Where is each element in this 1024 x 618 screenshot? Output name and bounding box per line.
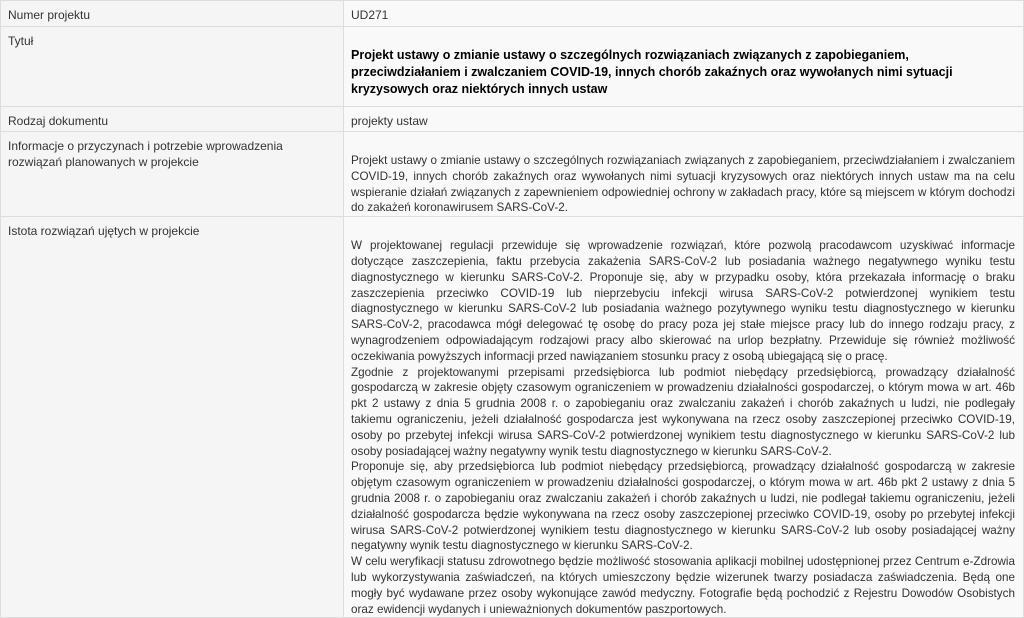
project-title: Projekt ustawy o zmianie ustawy o szczególnych rozwiązaniach związanych z zapobieganiem, przeciwdziałaniem i zwalczaniem COVID-19, innych chorób zakaźnych oraz wywołanych nimi sytuacji kryzysowych oraz niektórych innych ustaw — [351, 48, 953, 96]
row-rodzaj-dokumentu — [1, 107, 1024, 132]
value-istota-cell — [344, 217, 1024, 618]
value-numer-projektu: UD271 — [344, 1, 1024, 27]
label-rodzaj-dokumentu: Rodzaj dokumentu — [1, 107, 344, 132]
istota-paragraph: W projektowanej regulacji przewiduje się wprowadzenie rozwiązań, które pozwolą pracodawcom uzyskiwać informacje dotyczące zaszczepienia, faktu przebycia zakażenia SARS-CoV-2 lub posiadania ważnego negatywnego wyniku testu diagnostycznego w kierunku SARS-CoV-2. Proponuje się, aby w przypadku osoby, która przekazała informację o braku zaszczepienia przeciwko COVID-19 lub nieprzebyciu infekcji wirusa SARS-CoV-2 potwierdzonej wynikiem testu diagnostycznego w kierunku SARS-CoV-2 lub posiadania ważnego pozytywnego wyniku testu diagnostycznego w kierunku SARS-CoV-2, pracodawca mógł delegować tę osobę do pracy poza jej stałe miejsce pracy lub do innego rodzaju pracy, z wynagrodzeniem odpowiadającym rodzajowi pracy albo skierować na urlop bezpłatny. Przewiduje się również możliwość oczekiwania powyższych informacji przed nawiązaniem stosunku pracy z osobą ubiegającą się o pracę. — [351, 239, 1015, 363]
informacje-text: Projekt ustawy o zmianie ustawy o szczególnych rozwiązaniach związanych z zapobieganiem, przeciwdziałaniem i zwalczaniem COVID-19, innych chorób zakaźnych oraz wywołanych nimi sytuacji kryzysowych oraz niektórych innych ustaw ma na celu wspieranie działań związanych z zapewnieniem odpowiedniej ochrony w zakładach pracy, które są miejscem w którym dochodzi do zakażeń koronawirusem SARS-CoV-2. — [351, 154, 1015, 215]
label-istota: Istota rozwiązań ujętych w projekcie — [1, 217, 344, 618]
label-numer-projektu: Numer projektu — [1, 1, 344, 27]
istota-paragraph: W celu weryfikacji statusu zdrowotnego będzie możliwość stosowania aplikacji mobilnej udostępnionej przez Centrum e-Zdrowia lub wykorzystywania zaświadczeń, na których umieszczony będzie wizerunek twarzy posiadacza zaświadczenia. Będą one mogły być wydawane przez osoby wykonujące zawód medyczny. Fotografie będą pochodzić z Rejestru Dowodów Osobistych oraz ewidencji wydanych i unieważnionych dokumentów paszportowych. — [351, 555, 1015, 616]
label-informacje: Informacje o przyczynach i potrzebie wprowadzenia rozwiązań planowanych w projekcie — [1, 132, 344, 217]
istota-paragraph: Zgodnie z projektowanymi przepisami przedsiębiorca lub podmiot niebędący przedsiębiorcą, prowadzący działalność gospodarczą w zakresie objęty czasowym ograniczeniem w prowadzeniu działalności gospodarczej, o którym mowa w art. 46b pkt 2 ustawy z dnia 5 grudnia 2008 r. o zapobieganiu oraz zwalczaniu zakażeń i chorób zakaźnych u ludzi, nie podlegały takiemu ograniczeniu, jeżeli działalność gospodarcza jest wykonywana na rzecz osoby zaszczepionej przeciwko COVID-19, osoby po przebytej infekcji wirusa SARS-CoV-2 potwierdzonej wynikiem testu diagnostycznego w kierunku SARS-CoV-2 lub osoby posiadającej ważny negatywny wynik testu diagnostycznego w kierunku SARS-CoV-2. — [351, 365, 1015, 458]
istota-text — [351, 238, 1015, 617]
istota-paragraph: Proponuje się, aby przedsiębiorca lub podmiot niebędący przedsiębiorcą, prowadzący działalność gospodarczą w zakresie objętym czasowym ograniczeniem w prowadzeniu działalności gospodarczej, o którym mowa w art. 46b pkt 2 ustawy z dnia 5 grudnia 2008 r. o zapobieganiu oraz zwalczaniu zakażeń i chorób zakaźnych u ludzi, nie podlegał takiemu ograniczeniu, jeżeli działalność gospodarcza będzie wykonywana na rzecz osoby zaszczepionej przeciwko COVID-19, osoby po przebytej infekcji wirusa SARS-CoV-2 potwierdzonej wynikiem testu diagnostycznego w kierunku SARS-CoV-2 lub osoby posiadającej ważny negatywny wynik testu diagnostycznego w kierunku SARS-CoV-2. — [351, 460, 1015, 553]
row-informacje — [1, 132, 1024, 217]
value-tytul-cell — [344, 27, 1024, 107]
value-informacje-cell — [344, 132, 1024, 217]
row-istota — [1, 217, 1024, 618]
value-rodzaj-dokumentu: projekty ustaw — [344, 107, 1024, 132]
row-numer-projektu — [1, 1, 1024, 27]
row-tytul — [1, 27, 1024, 107]
label-tytul: Tytuł — [1, 27, 344, 107]
